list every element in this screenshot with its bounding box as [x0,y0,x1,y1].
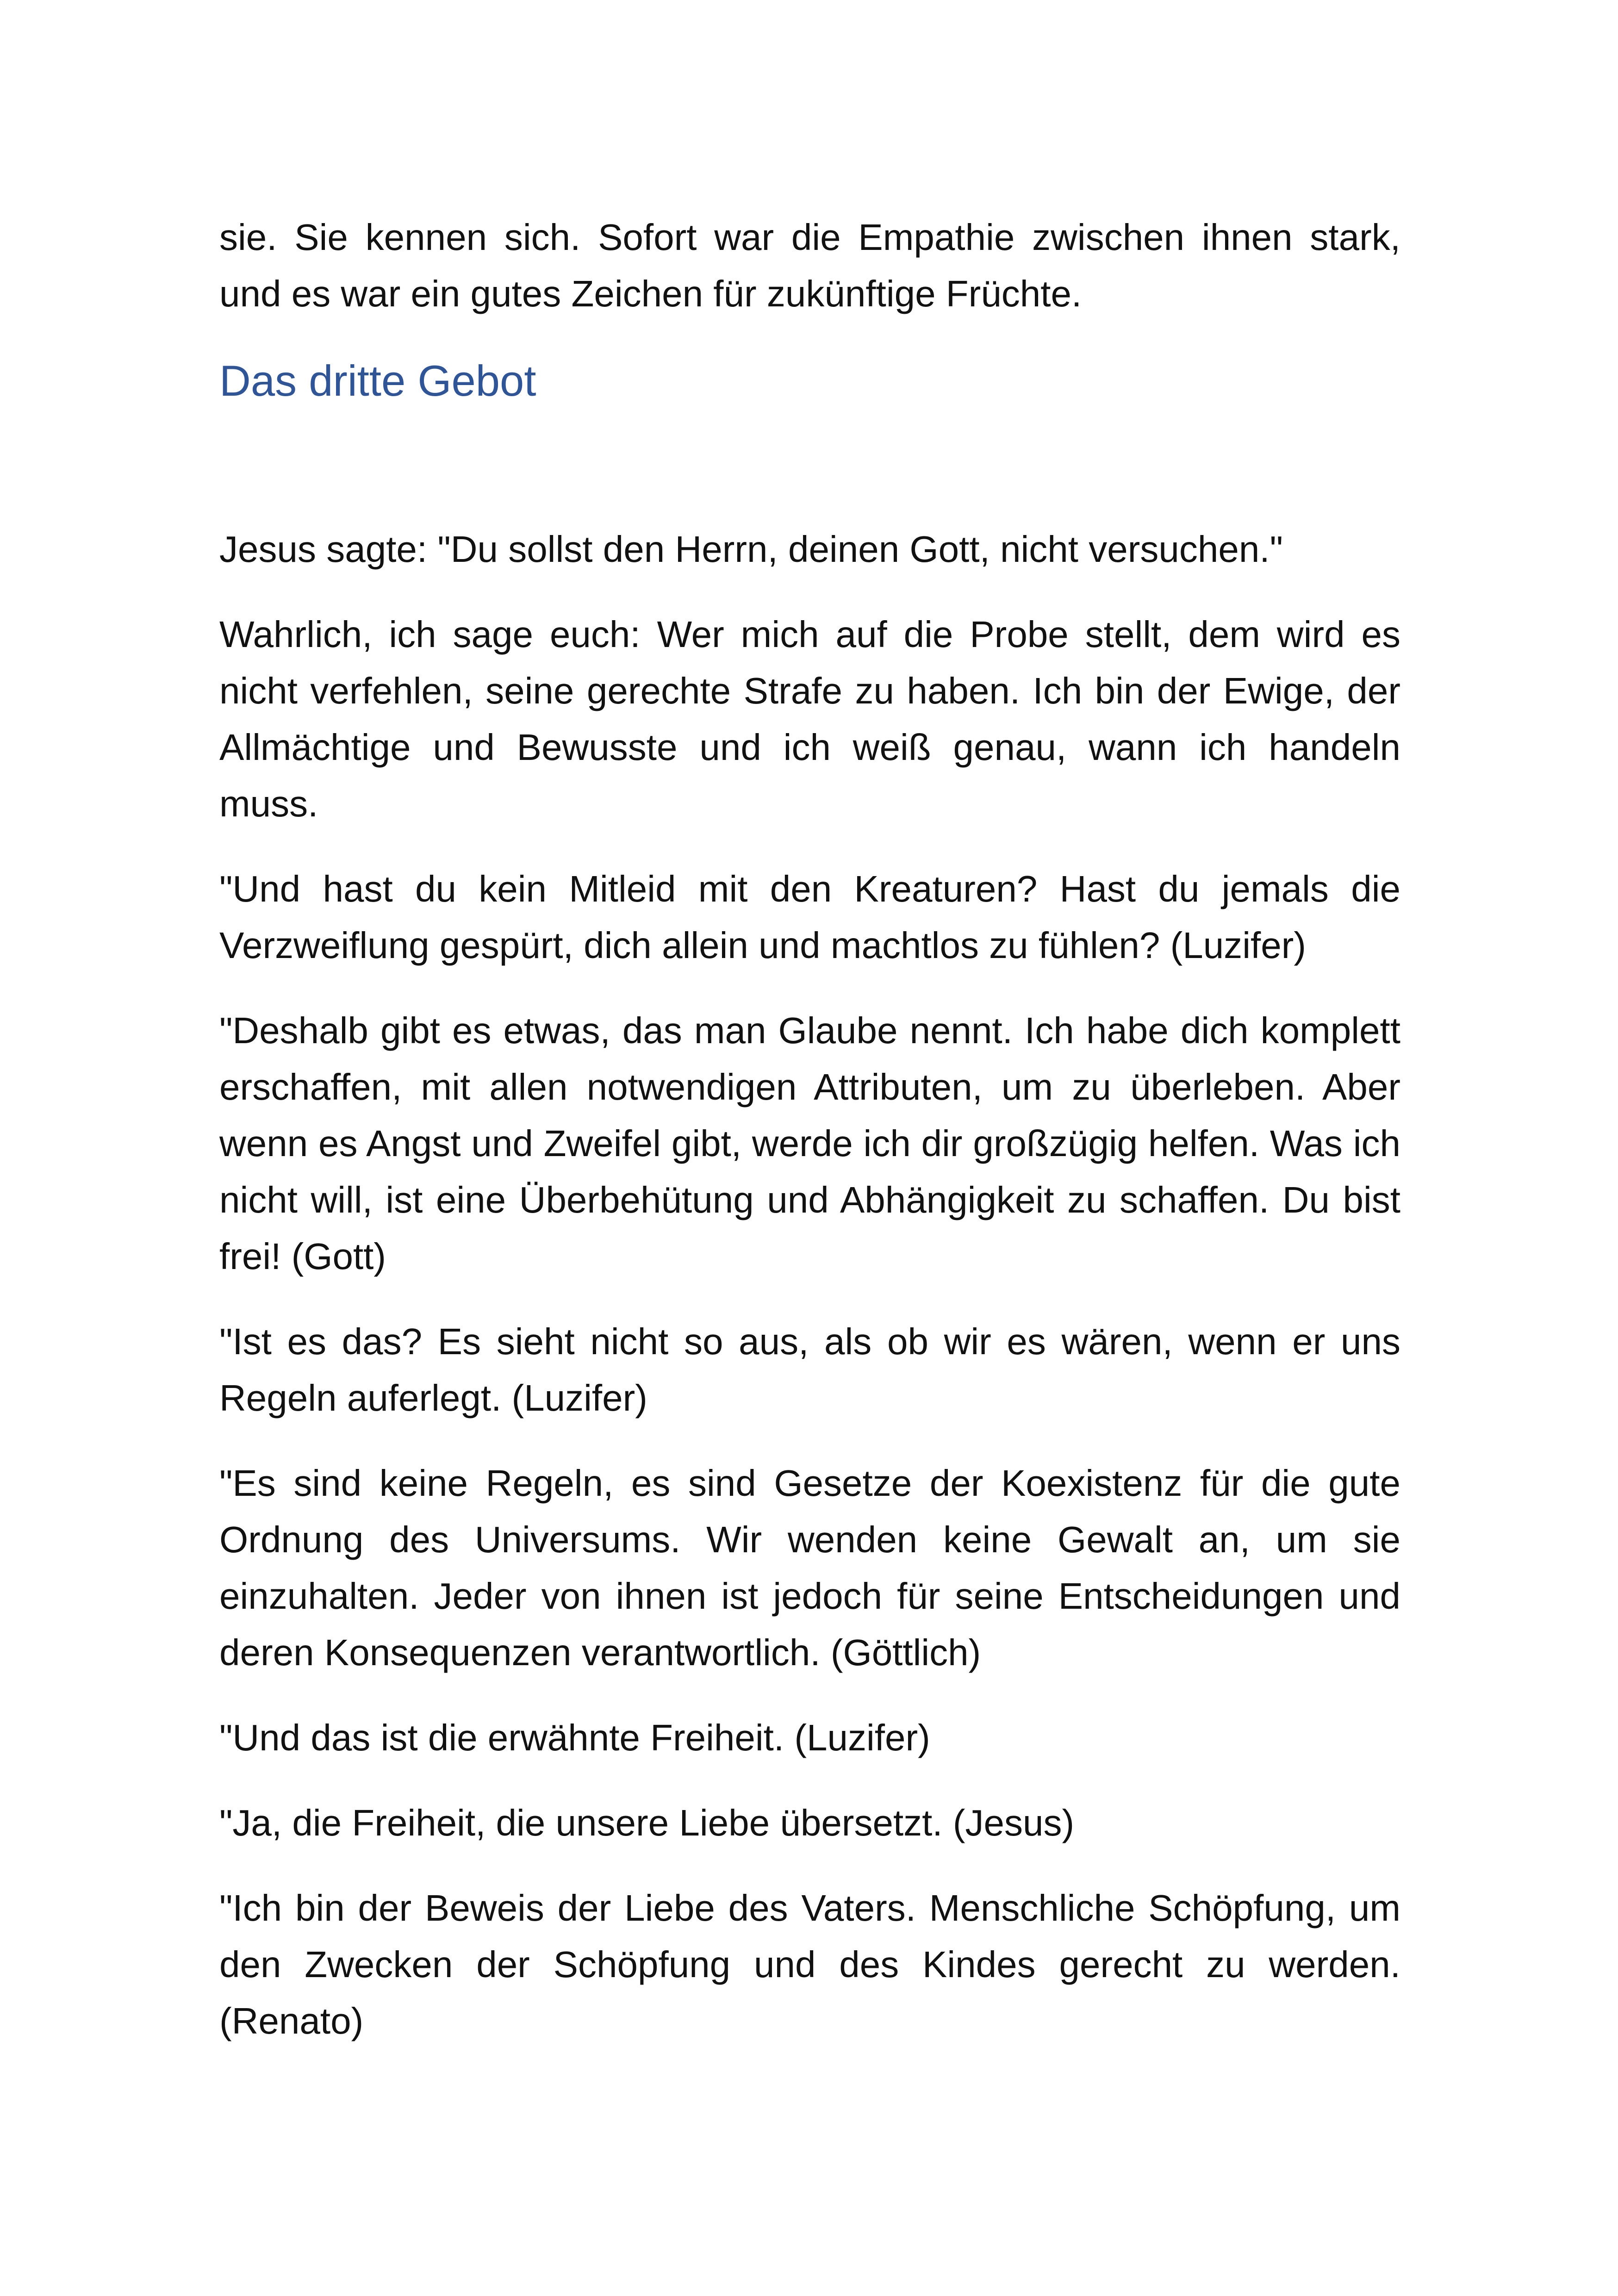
paragraph-5: "Ist es das? Es sieht nicht so aus, als ob wir es wären, wenn er uns Regeln auferlegt. (Luzifer) [219,1321,1400,1419]
paragraph-2: Wahrlich, ich sage euch: Wer mich auf die Probe stellt, dem wird es nicht verfehlen, seine gerechte Strafe zu haben. Ich bin der Ewige, der Allmächtige und Bewusste und ich weiß genau, wann ich handeln muss. [219,614,1400,824]
paragraph-7: "Und das ist die erwähnte Freiheit. (Luzifer) [219,1717,930,1758]
paragraph-3: "Und hast du kein Mitleid mit den Kreaturen? Hast du jemals die Verzweiflung gespürt, dich allein und machtlos zu fühlen? (Luzifer) [219,868,1400,966]
section-heading: Das dritte Gebot [219,356,536,405]
paragraph-4: "Deshalb gibt es etwas, das man Glaube nennt. Ich habe dich komplett erschaffen, mit allen notwendigen Attributen, um zu überleben. Aber wenn es Angst und Zweifel gibt, werde ich dir großzügig helfen. Was ich nicht will, ist eine Überbehütung und Abhängigkeit zu schaffen. Du bist frei! (Gott) [219,1010,1400,1277]
document-body [219,209,1400,2078]
paragraph-8: "Ja, die Freiheit, die unsere Liebe übersetzt. (Jesus) [219,1802,1075,1843]
intro-paragraph: sie. Sie kennen sich. Sofort war die Empathie zwischen ihnen stark, und es war ein gutes Zeichen für zukünftige Früchte. [219,217,1400,314]
paragraph-6: "Es sind keine Regeln, es sind Gesetze der Koexistenz für die gute Ordnung des Universums. Wir wenden keine Gewalt an, um sie einzuhalten. Jeder von ihnen ist jedoch für seine Entscheidungen und deren Konsequenzen verantwortlich. (Göttlich) [219,1462,1400,1673]
paragraph-1: Jesus sagte: "Du sollst den Herrn, deinen Gott, nicht versuchen." [219,529,1283,570]
paragraph-9: "Ich bin der Beweis der Liebe des Vaters. Menschliche Schöpfung, um den Zwecken der Schöpfung und des Kindes gerecht zu werden. (Renato) [219,1887,1400,2041]
